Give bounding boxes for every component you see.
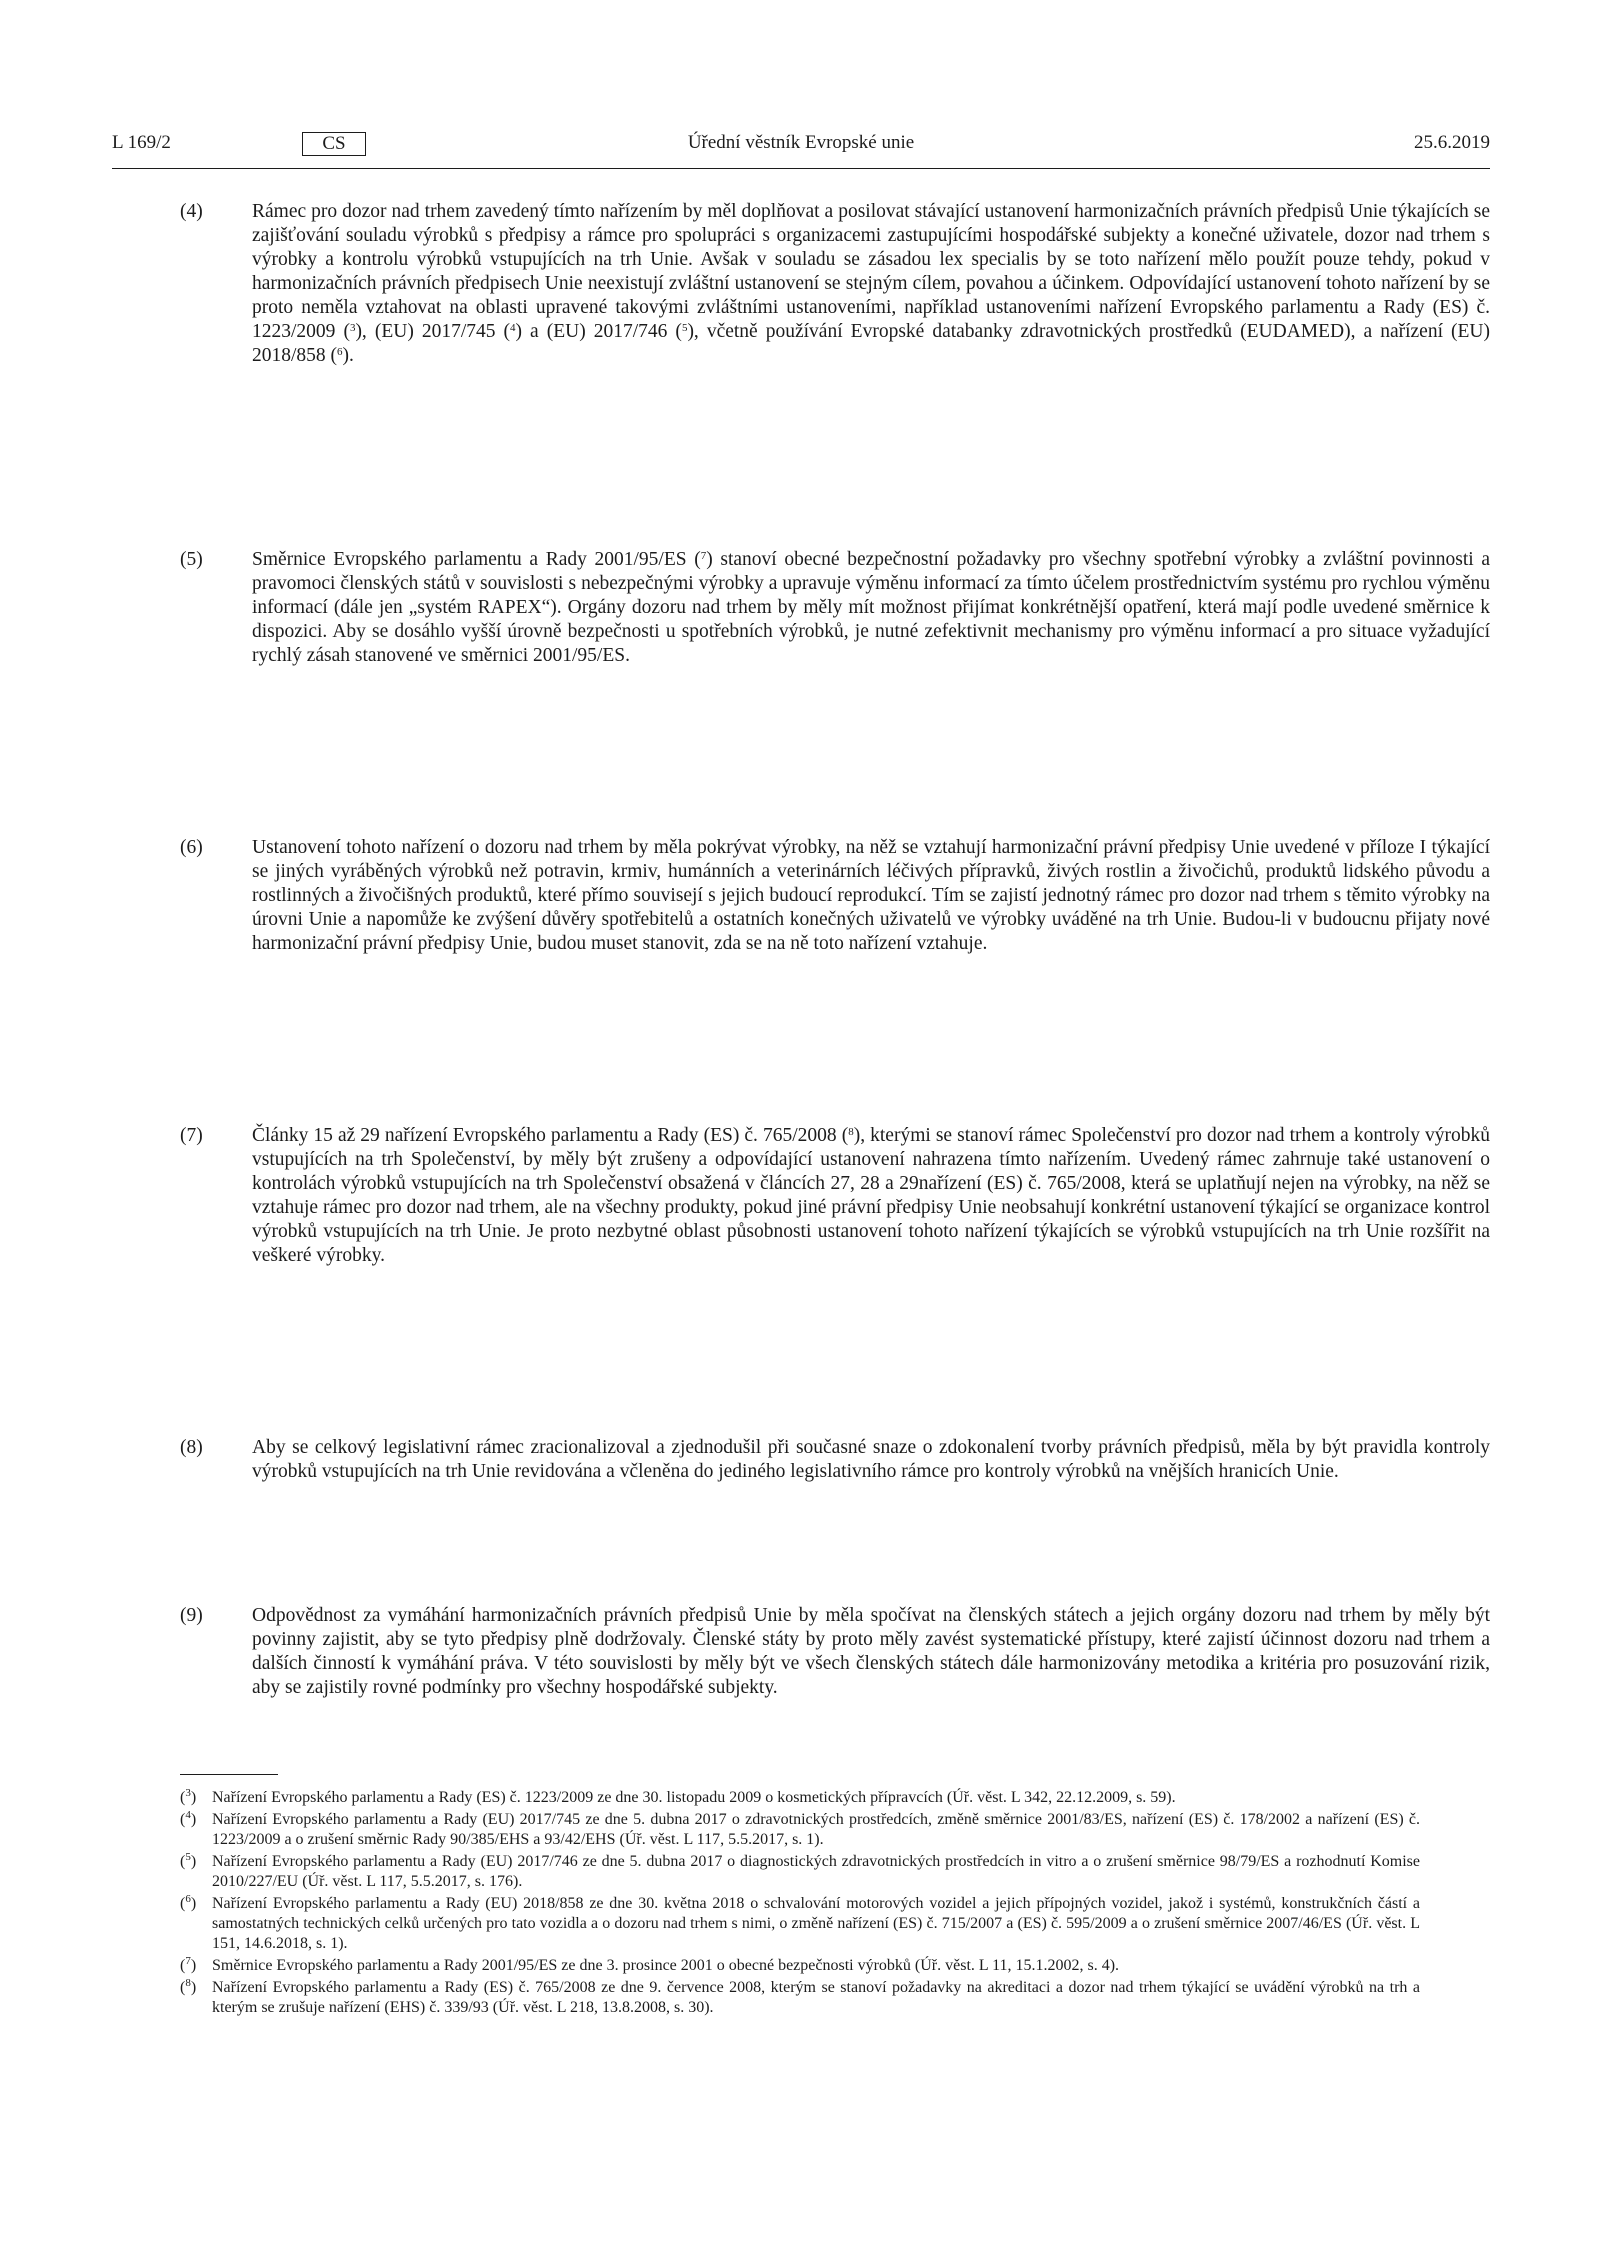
- footnote-text: Nařízení Evropského parlamentu a Rady (ES) č. 1223/2009 ze dne 30. listopadu 2009 o kosmetických přípravcích (Úř. věst. L 342, 22.12.2009, s. 59).: [212, 1789, 1176, 1806]
- journal-title: Úřední věstník Evropské unie: [687, 132, 915, 153]
- publication-date: 25.6.2019: [1414, 132, 1490, 153]
- language-badge: CS: [302, 132, 366, 156]
- recital-number: (4): [180, 201, 203, 222]
- page-header: [112, 132, 1490, 162]
- recital-7: [112, 1124, 1490, 1268]
- footnote: [180, 1810, 1420, 1850]
- recital-5: [112, 548, 1490, 668]
- footnote-text: Nařízení Evropského parlamentu a Rady (ES) č. 765/2008 ze dne 9. července 2008, kterým se stanoví požadavky na akreditaci a dozor nad trhem týkající se uvádění výrobků na trh a kterým se zrušuje nařízení (EHS) č. 339/93 (Úř. věst. L 218, 13.8.2008, s. 30).: [212, 1979, 1420, 2016]
- footnote: [180, 1956, 1420, 1976]
- recital-text: Aby se celkový legislativní rámec zracionalizoval a zjednodušil při současné snaze o zdokonalení tvorby právních předpisů, měla by být pravidla kontroly výrobků vstupujících na trh Unie revidována a včleněna do jediného legislativního rámce pro kontroly výrobků na vnějších hranicích Unie.: [252, 1437, 1490, 1482]
- footnote-text: Nařízení Evropského parlamentu a Rady (EU) 2017/745 ze dne 5. dubna 2017 o zdravotnických prostředcích, změně směrnice 2001/83/ES, nařízení (ES) č. 178/2002 a nařízení (ES) č. 1223/2009 a o zrušení směrnic Rady 90/385/EHS a 93/42/EHS (Úř. věst. L 117, 5.5.2017, s. 1).: [212, 1811, 1420, 1848]
- footnote-separator: [180, 1774, 278, 1775]
- footnote-ref[interactable]: 7: [700, 550, 707, 562]
- footnote-ref[interactable]: 3: [349, 322, 356, 334]
- footnote-text: Směrnice Evropského parlamentu a Rady 2001/95/ES ze dne 3. prosince 2001 o obecné bezpečnosti výrobků (Úř. věst. L 11, 15.1.2002, s. 4).: [212, 1957, 1120, 1974]
- recital-6: [112, 836, 1490, 956]
- footnote-ref[interactable]: 6: [337, 346, 343, 358]
- recital-text: Odpovědnost za vymáhání harmonizačních právních předpisů Unie by měla spočívat na členských státech a jejich orgány dozoru nad trhem by měly být povinny zajistit, aby se tyto předpisy plně dodržovaly. Členské státy by proto měly zavést systematické přístupy, které zajistí účinnost dozoru nad trhem a dalších činností k vymáhání práva. V této souvislosti by měly být ve všech členských státech dále harmonizovány metodika a kritéria pro posuzování rizik, aby se zajistily rovné podmínky pro všechny hospodářské subjekty.: [252, 1605, 1490, 1698]
- footnote-ref[interactable]: 4: [510, 322, 516, 334]
- footnote-text: Nařízení Evropského parlamentu a Rady (EU) 2017/746 ze dne 5. dubna 2017 o diagnostických zdravotnických prostředcích in vitro a o zrušení směrnice 98/79/ES a rozhodnutí Komise 2010/227/EU (Úř. věst. L 117, 5.5.2017, s. 176).: [212, 1853, 1420, 1890]
- footnote: [180, 1894, 1420, 1954]
- footnote-mark: ($^4$): [180, 1809, 197, 1828]
- footnote-mark: ($^6$): [180, 1893, 197, 1912]
- footnote: [180, 1978, 1420, 2018]
- footnote-ref[interactable]: 8: [848, 1126, 854, 1138]
- recital-number: (6): [180, 837, 203, 858]
- footnote-ref[interactable]: 5: [681, 322, 688, 334]
- recital-text: Směrnice Evropského parlamentu a Rady 2001/95/ES ($^7$) stanoví obecné bezpečnostní požadavky pro všechny spotřební výrobky a zvláštní povinnosti a pravomoci členských států v souvislosti s nebezpečnými výrobky a upravuje výměnu informací za tímto účelem prostřednictvím systému pro rychlou výměnu informací (dále jen „systém RAPEX“). Orgány dozoru nad trhem by měly mít možnost přijímat konkrétnější opatření, která mají podle uvedené směrnice k dispozici. Aby se dosáhlo vyšší úrovně bezpečnosti u spotřebních výrobků, je nutné zefektivnit mechanismy pro výměnu informací a pro situace vyžadující rychlý zásah stanovené ve směrnici 2001/95/ES.: [252, 549, 1490, 666]
- footnote-mark: ($^3$): [180, 1787, 197, 1806]
- recital-text: Články 15 až 29 nařízení Evropského parlamentu a Rady (ES) č. 765/2008 ($^8$), kterými se stanoví rámec Společenství pro dozor nad trhem a kontroly výrobků vstupujících na trh Společenství, by měly být zrušeny a odpovídající ustanovení nahrazena tímto nařízením. Uvedený rámec zahrnuje také ustanovení o kontrolách výrobků vstupujících na trh Společenství obsažená v článcích 27, 28 a 29nařízení (ES) č. 765/2008, která se uplatňují nejen na výrobky, na něž se vztahuje rámec pro dozor nad trhem, ale na všechny produkty, pokud jiné právní předpisy Unie neobsahují konkrétní ustanovení týkající se organizace kontrol výrobků vstupujících na trh Unie. Je proto nezbytné oblast působnosti ustanovení tohoto nařízení týkajících se výrobků vstupujících na trh Unie rozšířit na veškeré výrobky.: [252, 1125, 1490, 1266]
- footnote-mark: ($^5$): [180, 1851, 197, 1870]
- footnote-mark: ($^7$): [180, 1955, 197, 1974]
- recital-number: (7): [180, 1125, 203, 1146]
- footnote-mark: ($^8$): [180, 1977, 197, 1996]
- footnote: [180, 1788, 1420, 1808]
- header-rule: [112, 168, 1490, 169]
- recital-text: Ustanovení tohoto nařízení o dozoru nad trhem by měla pokrývat výrobky, na něž se vztahují harmonizační právní předpisy Unie uvedené v příloze I týkající se jiných vyráběných výrobků než potravin, krmiv, humánních a veterinárních léčivých přípravků, živých rostlin a živočichů, produktů lidského původu a rostlinných a živočišných produktů, které přímo souvisejí s jejich budoucí reprodukcí. Tím se zajistí jednotný rámec pro dozor nad trhem s těmito výrobky na úrovni Unie a napomůže ke zvýšení důvěry spotřebitelů a ostatních konečných uživatelů ve výrobky uváděné na trh Unie. Budou-li v budoucnu přijaty nové harmonizační právní předpisy Unie, budou muset stanovit, zda se na ně toto nařízení vztahuje.: [252, 837, 1490, 954]
- recital-4: [112, 200, 1490, 368]
- recital-number: (8): [180, 1437, 203, 1458]
- footnote-text: Nařízení Evropského parlamentu a Rady (EU) 2018/858 ze dne 30. května 2018 o schvalování motorových vozidel a jejich přípojných vozidel, jakož i systémů, konstrukčních částí a samostatných technických celků určených pro tato vozidla a o dozoru nad trhem s nimi, o změně nařízení (ES) č. 715/2007 a (ES) č. 595/2009 a o zrušení směrnice 2007/46/ES (Úř. věst. L 151, 14.6.2018, s. 1).: [212, 1895, 1420, 1952]
- footnote: [180, 1852, 1420, 1892]
- recital-9: [112, 1604, 1490, 1700]
- page-reference: L 169/2: [112, 132, 171, 153]
- footnotes: [180, 1788, 1420, 2020]
- recital-8: [112, 1436, 1490, 1484]
- recital-number: (9): [180, 1605, 203, 1626]
- recital-text: Rámec pro dozor nad trhem zavedený tímto nařízením by měl doplňovat a posilovat stávající ustanovení harmonizačních právních předpisů Unie týkajících se zajišťování souladu výrobků s předpisy a rámce pro spolupráci s organizacemi zastupujícími hospodářské subjekty a konečné uživatele, dozor nad trhem s výrobky a kontrolu výrobků vstupujících na trh Unie. Avšak v souladu se zásadou lex specialis by se toto nařízení mělo použít pouze tehdy, pokud v harmonizačních právních předpisech Unie neexistují zvláštní ustanovení se stejným cílem, povahou a účinkem. Odpovídající ustanovení tohoto nařízení by se proto neměla vztahovat na oblasti upravené takovými zvláštními ustanoveními, například ustanoveními nařízení Evropského parlamentu a Rady (ES) č. 1223/2009 ($^3$), (EU) 2017/745 ($^4$) a (EU) 2017/746 ($^5$), včetně používání Evropské databanky zdravotnických prostředků (EUDAMED), a nařízení (EU) 2018/858 ($^6$).: [252, 201, 1490, 366]
- recital-number: (5): [180, 549, 203, 570]
